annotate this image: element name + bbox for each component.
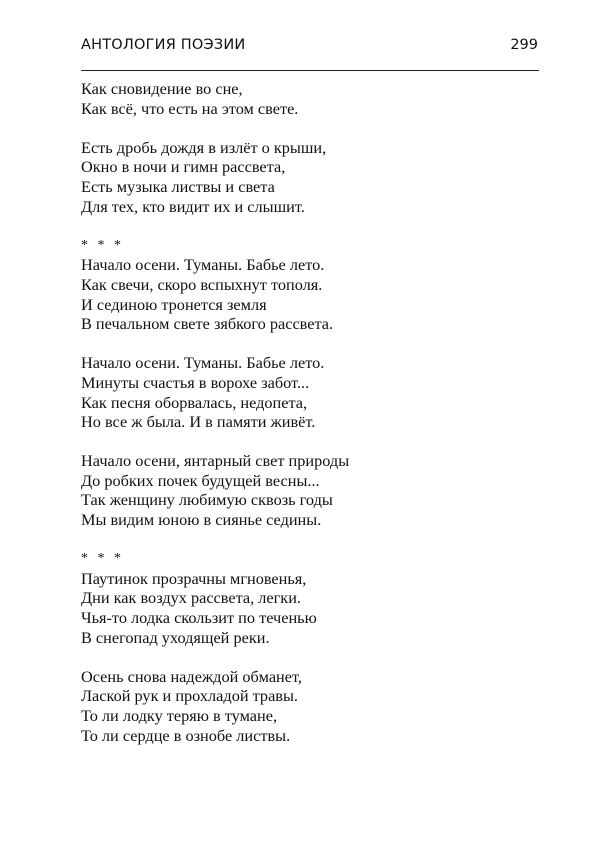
poem-line: Дни как воздух рассвета, легки. <box>81 588 302 608</box>
poem-line: Как песня оборвалась, недопета, <box>81 392 308 412</box>
poem-line: Так женщину любимую сквозь годы <box>81 490 333 510</box>
header-rule <box>81 70 539 71</box>
poem-line: Осень снова надеждой обманет, <box>81 666 302 686</box>
stanza <box>81 667 541 745</box>
running-header <box>81 37 538 59</box>
stanza <box>81 79 541 118</box>
poem-line: То ли лодку теряю в тумане, <box>81 706 278 725</box>
poem-line: Как сновидение во сне, <box>81 79 243 98</box>
poem-line: Начало осени, янтарный свет природы <box>81 451 350 471</box>
poem-line: Начало осени. Туманы. Бабье лето. <box>81 255 325 275</box>
poem-line: Как всё, что есть на этом свете. <box>81 98 299 118</box>
poem-body <box>81 79 541 765</box>
poem-line: Паутинок прозрачны мгновенья, <box>81 568 307 588</box>
stanza <box>81 549 541 647</box>
poem-line: Окно в ночи и гимн рассвета, <box>81 157 286 177</box>
poem-line: Есть дробь дождя в излёт о крыши, <box>81 137 327 157</box>
poem-line: Для тех, кто видит их и слышит. <box>81 196 305 216</box>
poem-line: В печальном свете зябкого рассвета. <box>81 314 334 334</box>
poem-line: Есть музыка листвы и света <box>81 176 275 196</box>
poem-line: Лаской рук и прохладой травы. <box>81 686 298 706</box>
section-separator: * * * <box>81 551 124 567</box>
section-separator: * * * <box>81 237 124 253</box>
book-title: АНТОЛОГИЯ ПОЭЗИИ <box>81 37 246 53</box>
stanza <box>81 353 541 431</box>
poem-line: До робких почек будущей весны... <box>81 470 320 490</box>
poem-line: Чья-то лодка скользит по теченью <box>81 608 317 628</box>
poem-line: В снегопад уходящей реки. <box>81 627 270 647</box>
page-number: 299 <box>510 37 538 53</box>
stanza <box>81 138 541 216</box>
stanza <box>81 236 541 334</box>
poem-line: Начало осени. Туманы. Бабье лето. <box>81 353 325 373</box>
stanza <box>81 451 541 529</box>
poem-line: То ли сердце в ознобе листвы. <box>81 725 291 745</box>
poem-line: Минуты счастья в ворохе забот... <box>81 372 310 392</box>
poem-line: Мы видим юною в сиянье седины. <box>81 510 322 530</box>
poem-line: И сединою тронется земля <box>81 294 267 314</box>
poem-line: Как свечи, скоро вспыхнут тополя. <box>81 274 323 294</box>
poem-line: Но все ж была. И в памяти живёт. <box>81 412 316 432</box>
